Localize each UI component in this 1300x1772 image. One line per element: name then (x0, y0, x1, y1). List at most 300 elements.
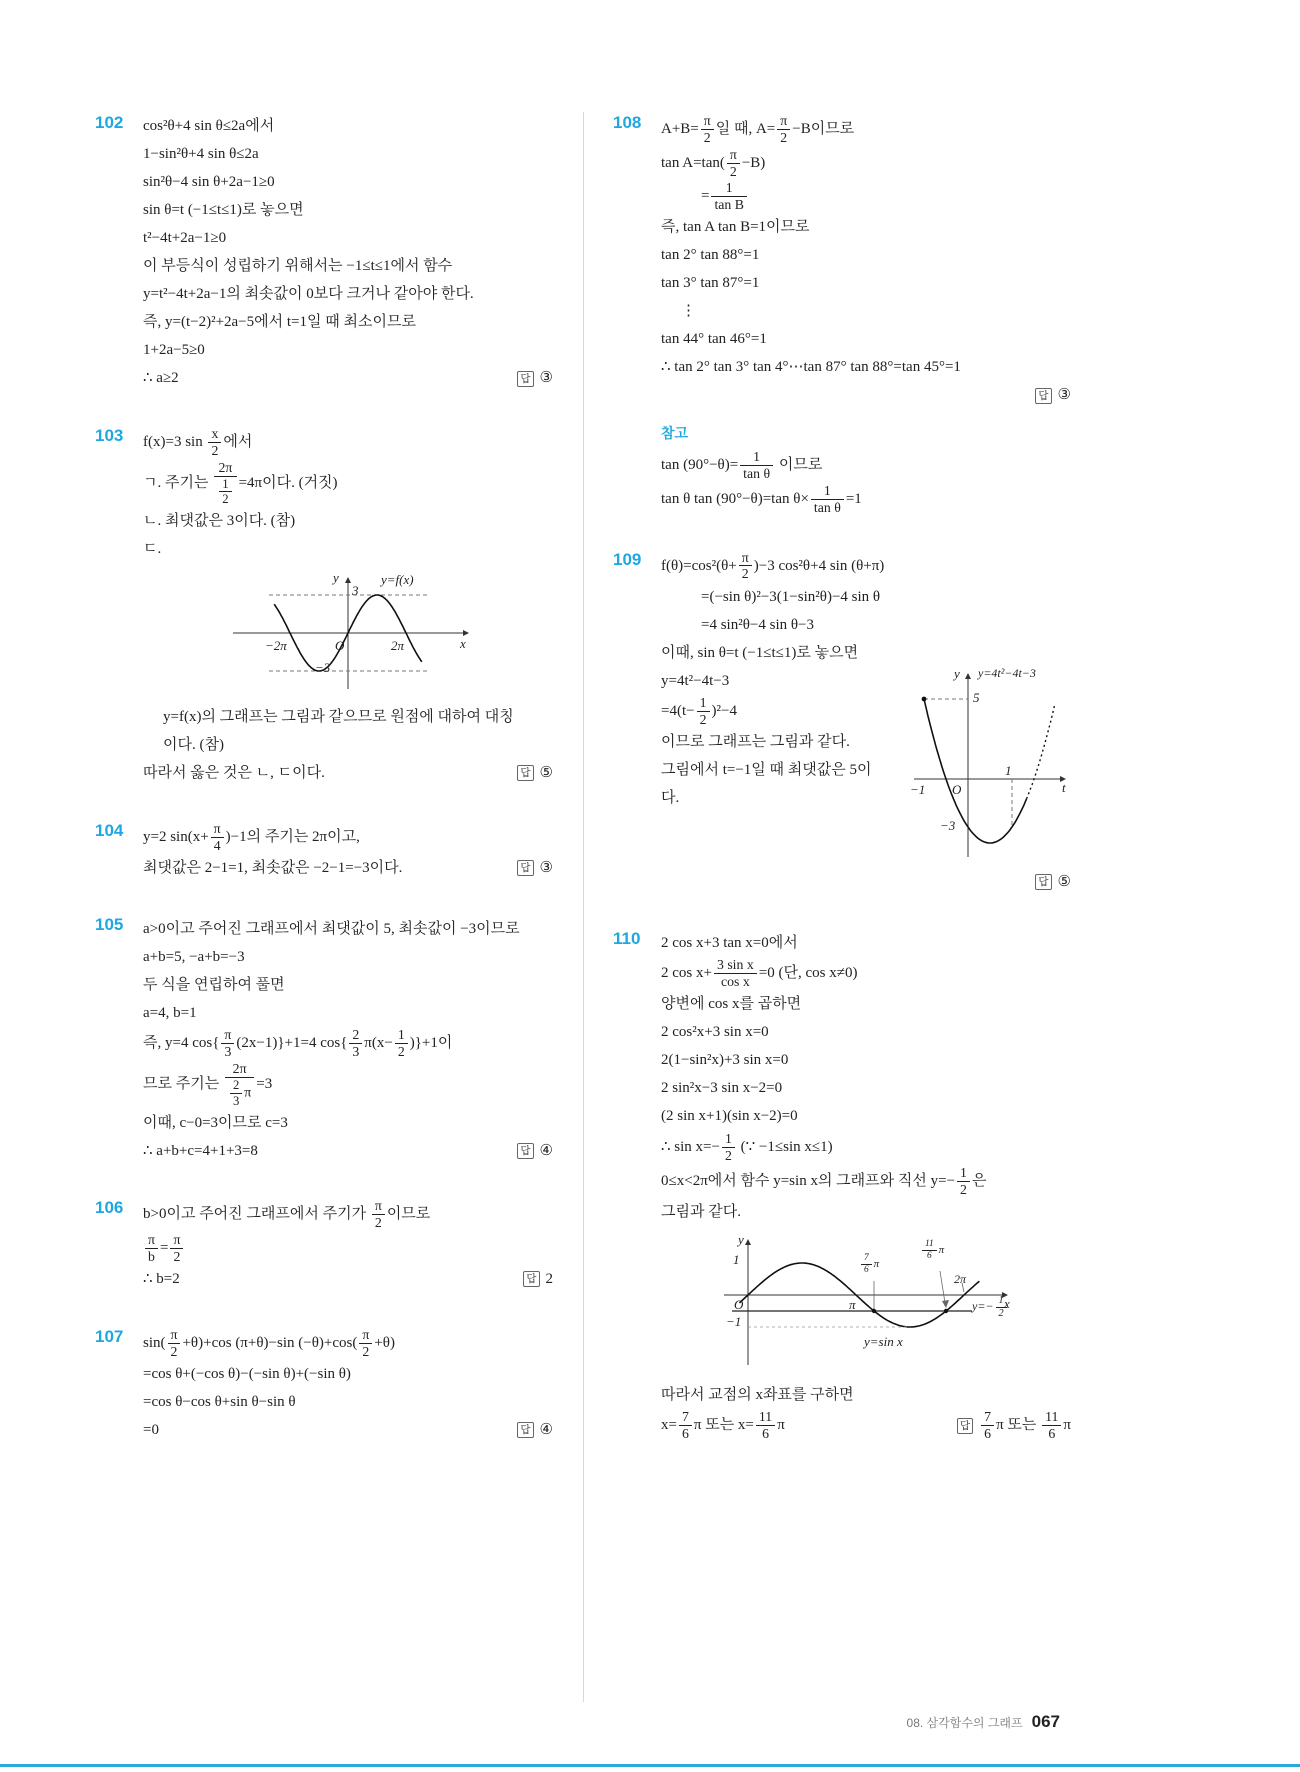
solution-text: y=f(x)의 그래프는 그림과 같으므로 원점에 대하여 대칭 (163, 709, 514, 726)
solution-line (661, 1381, 1071, 1408)
solution-text: 2 cos x+3 tan x=0에서 (661, 934, 798, 951)
answer (503, 1140, 553, 1163)
answer-value: ④ (539, 1142, 553, 1159)
page-footer (907, 1712, 1060, 1732)
graph-label: 2π (391, 637, 405, 653)
graph-label: O (335, 637, 345, 653)
solution-line (661, 550, 1071, 583)
solution-line (143, 281, 553, 308)
solution-line (143, 253, 553, 280)
answer-value: ③ (1057, 387, 1071, 404)
solution-line (143, 821, 553, 854)
solution-line (143, 1061, 553, 1108)
fraction (739, 550, 752, 583)
solution-line (143, 732, 553, 759)
solution-line (143, 1327, 553, 1360)
graph-label: O (734, 1297, 744, 1313)
solution-text: 2 sin²x−3 sin x−2=0 (661, 1080, 783, 1097)
fraction-denominator: 6 (926, 1251, 932, 1262)
solution-line (143, 971, 553, 998)
fraction (981, 1409, 994, 1442)
solution-text: 2 cos²x+3 sin x=0 (661, 1024, 769, 1041)
fraction-denominator: 6 (984, 1426, 992, 1442)
fraction-numerator: 1 (219, 477, 231, 493)
solution-text: sin( $\frac{\pi}{2}$ +θ)+cos (π+θ)−sin (−θ)+cos( $\frac{\pi}{2}$ +θ) (143, 1326, 395, 1359)
fraction-numerator: 2π (214, 460, 236, 477)
solution-line (143, 309, 553, 336)
graph-label: y=f(x) (381, 571, 414, 587)
fraction-numerator: 2 (349, 1027, 362, 1044)
solution-text: 즉, y=(t−2)²+2a−5에서 t=1일 때 최소이므로 (143, 314, 416, 331)
fraction (221, 1027, 234, 1060)
fraction-numerator: 11 (922, 1239, 937, 1251)
fraction-denominator: 4 (213, 837, 221, 853)
fraction (740, 449, 773, 482)
fraction-numerator: 1 (722, 1131, 735, 1148)
solution-text: (2 sin x+1)(sin x−2)=0 (661, 1108, 798, 1125)
solution-line (661, 695, 896, 728)
fraction-denominator: 2 (211, 442, 219, 458)
fraction-numerator: π (221, 1027, 234, 1044)
solution-text: 즉, y=4 cos{ $\frac{\pi}{3}$ (2x−1)}+1=4 cos{ $\frac{2}{3}$ π(x− $\frac{1}{2}$ )}+1이 (143, 1027, 453, 1060)
solution-text: =4 sin²θ−4 sin θ−3 (701, 616, 815, 633)
fraction-numerator: 7 (679, 1409, 692, 1426)
solution-line (661, 1409, 1071, 1442)
answer-badge: 답 (517, 1422, 533, 1438)
solution-text: ㄱ. 주기는 $\frac{2\pi}{\frac{1}{2}}$ =4π이다. (거짓) (143, 459, 338, 507)
problem-number: 106 (95, 1198, 124, 1218)
fraction-numerator: π (777, 113, 790, 130)
solution-line (143, 460, 553, 507)
solution-text: 따라서 교점의 x좌표를 구하면 (661, 1386, 854, 1403)
solution-line (661, 214, 1071, 241)
graph-label: 3 (352, 582, 359, 598)
problem-body (661, 928, 1071, 1443)
solution-line (143, 943, 553, 970)
fraction-denominator: 2 (703, 129, 711, 145)
answer-value: 2 (545, 1270, 553, 1287)
fraction-numerator: 1 (395, 1027, 408, 1044)
fraction-denominator: 2 (222, 492, 229, 507)
fraction-denominator: b (148, 1248, 155, 1264)
solution-line (661, 991, 1071, 1018)
solution-line (661, 639, 1071, 666)
solution-text: 이때, c−0=3이므로 c=3 (143, 1114, 288, 1131)
solution-line (143, 704, 553, 731)
fraction (168, 1327, 181, 1360)
problem-108 (613, 112, 1071, 517)
fraction (208, 426, 221, 459)
solution-line (661, 929, 1071, 956)
answer (503, 857, 553, 880)
fraction (727, 147, 740, 180)
solution-text: 다. (661, 790, 680, 807)
solution-line (143, 141, 553, 168)
graph-label: y (333, 569, 339, 585)
solution-text: A+B= $\frac{\pi}{2}$ 일 때, A= $\frac{\pi}{2}$ −B이므로 (661, 113, 855, 145)
solution-text: tan 2° tan 88°=1 (661, 247, 760, 264)
fraction-numerator: π (145, 1232, 158, 1249)
solution-line (143, 536, 553, 563)
solution-text: f(θ)=cos²(θ+ $\frac{\pi}{2}$ )−3 cos²θ+4 sin (θ+π) (661, 549, 885, 582)
fraction-denominator (214, 477, 236, 507)
solution-line (661, 1075, 1071, 1102)
solution-line (143, 197, 553, 224)
fraction (349, 1027, 362, 1060)
fraction (756, 1409, 775, 1442)
fraction (697, 695, 710, 728)
solution-line (661, 270, 1071, 297)
answer (503, 1419, 553, 1442)
graph-label: −3 (315, 659, 331, 675)
solution-text: sin²θ−4 sin θ+2a−1≥0 (143, 174, 275, 191)
graph-label: y=4t²−4t−3 (978, 666, 1036, 681)
fraction (922, 1239, 937, 1261)
fraction-denominator: tan θ (813, 499, 841, 515)
fraction (811, 483, 844, 516)
fraction (701, 113, 714, 146)
solution-line (143, 1232, 553, 1265)
solution-line (661, 326, 1071, 353)
solution-line (661, 1198, 1071, 1225)
answer-value: ④ (539, 1421, 553, 1438)
answer-value: ⑤ (1057, 873, 1071, 890)
fraction-numerator: 2 (230, 1078, 242, 1094)
answer-value: $\frac{7}{6}$ π 또는 $\frac{11}{6}$ π (979, 1409, 1071, 1442)
answer-value: ③ (539, 370, 553, 387)
solution-line (661, 1047, 1071, 1074)
fraction-denominator: 2 (173, 1248, 181, 1264)
fraction-denominator: 2 (998, 1308, 1004, 1320)
fraction-numerator: 1 (957, 1165, 970, 1182)
answer-value: ③ (539, 859, 553, 876)
solution-text: =(−sin θ)²−3(1−sin²θ)−4 sin θ (701, 588, 881, 605)
solution-text: tan 3° tan 87°=1 (661, 275, 760, 292)
problem-107 (95, 1326, 553, 1445)
left-column (95, 112, 553, 1476)
solution-text: =4(t− $\frac{1}{2}$ )²−4 (661, 695, 737, 728)
solution-line (661, 583, 1071, 610)
fraction (1042, 1409, 1061, 1442)
problem-body (143, 1326, 553, 1445)
fraction (996, 1295, 1007, 1319)
solution-text: f(x)=3 sin $\frac{x}{2}$ 에서 (143, 426, 253, 458)
note-label: 참고 (661, 425, 689, 442)
solution-text: cos²θ+4 sin θ≤2a에서 (143, 118, 275, 135)
fraction (219, 477, 231, 507)
answer (503, 762, 553, 785)
solution-line (143, 113, 553, 140)
solution-line (661, 483, 1071, 516)
graph-g110 (716, 1233, 1016, 1373)
solution-text: tan (90°−θ)= $\frac{1}{\text{tan θ}}$ 이므로 (661, 449, 823, 482)
answer-badge: 답 (517, 860, 533, 876)
solution-line (661, 611, 1071, 638)
solution-line (661, 957, 1071, 990)
answer-line (661, 382, 1071, 409)
fraction (957, 1165, 970, 1198)
graph-label: −3 (940, 818, 956, 834)
graph-label: x (1004, 1296, 1010, 1312)
solution-text: 이 부등식이 성립하기 위해서는 −1≤t≤1에서 함수 (143, 258, 453, 275)
answer (943, 1409, 1071, 1442)
graph-g109 (906, 667, 1071, 862)
answer (1021, 384, 1071, 407)
graph-label: x (460, 635, 466, 651)
solution-text: 이때, sin θ=t (−1≤t≤1)로 놓으면 (661, 644, 859, 661)
solution-line (661, 1019, 1071, 1046)
solution-text: sin θ=t (−1≤t≤1)로 놓으면 (143, 202, 304, 219)
solution-line (661, 757, 896, 784)
answer-badge: 답 (517, 765, 533, 781)
solution-text: 양변에 cos x를 곱하면 (661, 996, 802, 1013)
solution-line (143, 1198, 553, 1231)
graph-label: y (954, 666, 960, 682)
graph-label: 2π (954, 1272, 967, 1287)
fraction-denominator: 2 (362, 1343, 370, 1359)
graph-label: $\frac{11}{6}$ π (920, 1239, 944, 1261)
fraction-numerator: π (170, 1232, 183, 1249)
solution-line (661, 785, 896, 812)
problem-body (661, 549, 1071, 897)
solution-line (143, 1137, 553, 1164)
fraction-denominator: 6 (762, 1426, 769, 1442)
fraction-denominator: cos x (720, 974, 750, 990)
graph-label: y=− $\frac{1}{2}$ (972, 1295, 1009, 1319)
solution-text: ∴ a+b+c=4+1+3=8 (143, 1142, 258, 1159)
solution-line (661, 1165, 1071, 1198)
solution-line (143, 854, 553, 881)
fraction-numerator: 7 (981, 1409, 994, 1426)
fraction-numerator: 1 (697, 695, 710, 712)
graph-label: t (1062, 780, 1066, 796)
solution-text: 1−sin²θ+4 sin θ≤2a (143, 146, 259, 163)
problem-number: 109 (613, 549, 642, 569)
graph-label: $\frac{7}{6}$ π (859, 1253, 879, 1275)
answer-badge: 답 (517, 1143, 533, 1159)
solution-line (661, 242, 1071, 269)
solution-text: tan θ tan (90°−θ)=tan θ× $\frac{1}{\text{tan θ}}$ =1 (661, 482, 862, 515)
answer (1021, 871, 1071, 894)
solution-text: tan 44° tan 46°=1 (661, 331, 767, 348)
fraction-numerator: 1 (996, 1295, 1007, 1308)
solution-line (143, 999, 553, 1026)
problem-103 (95, 425, 553, 788)
fraction-denominator: 6 (1048, 1426, 1056, 1442)
right-column (613, 112, 1071, 1476)
fraction-numerator: 1 (811, 483, 844, 500)
graph-label: 1 (733, 1252, 740, 1268)
problem-body (661, 112, 1071, 517)
answer-badge: 답 (523, 1271, 539, 1287)
solution-text: 즉, tan A tan B=1이므로 (661, 219, 810, 236)
fraction-denominator: 2 (724, 1147, 732, 1163)
solution-line (143, 169, 553, 196)
solution-line (143, 365, 553, 392)
solution-text: y=2 sin(x+ $\frac{\pi}{4}$ )−1의 주기는 2π이고, (143, 820, 360, 853)
solution-line (661, 147, 1071, 180)
answer-badge: 답 (517, 371, 533, 387)
solution-line (661, 1131, 1071, 1164)
solution-line (143, 337, 553, 364)
solution-text: y=t²−4t+2a−1의 최솟값이 0보다 크거나 같아야 한다. (143, 286, 474, 303)
fraction-denominator: 3 (352, 1044, 360, 1060)
footer-page-number: 067 (1031, 1712, 1060, 1731)
problem-number: 102 (95, 113, 124, 132)
fraction (679, 1409, 692, 1442)
fraction-numerator: π (701, 113, 714, 130)
problem-body (143, 1197, 553, 1293)
solution-line (143, 1360, 553, 1387)
fraction (145, 1232, 158, 1265)
answer-line (661, 868, 1071, 895)
solution-text: ∴ b=2 (143, 1270, 180, 1287)
solution-text: 2(1−sin²x)+3 sin x=0 (661, 1052, 789, 1069)
solution-text: a+b=5, −a+b=−3 (143, 948, 245, 965)
answer-value: ⑤ (539, 765, 553, 782)
solution-line (661, 180, 1071, 213)
fraction-denominator: tan B (714, 197, 744, 213)
fraction (230, 1078, 242, 1108)
solution-line (661, 113, 1071, 146)
solution-line (661, 1103, 1071, 1130)
solution-text: 이므로 그래프는 그림과 같다. (661, 734, 850, 751)
problem-number: 105 (95, 915, 124, 935)
graph-label: O (952, 782, 962, 798)
problem-number: 104 (95, 820, 124, 840)
solution-text: ㄷ. (143, 541, 162, 558)
problem-body (143, 112, 553, 393)
fraction-denominator: 3 (232, 1093, 240, 1108)
solution-text: y=4t²−4t−3 (661, 672, 730, 689)
graph-label: −1 (726, 1314, 742, 1330)
solution-text: 0≤x<2π에서 함수 y=sin x의 그래프와 직선 y=− $\frac{1}{2}$ 은 (661, 1164, 987, 1197)
fraction-denominator: 2 (780, 129, 788, 145)
graph-label: 5 (973, 690, 980, 706)
solution-text: ㄴ. 최댓값은 3이다. (참) (143, 513, 296, 530)
fraction (722, 1131, 735, 1164)
solution-text: ∴ sin x=− $\frac{1}{2}$ (∵ −1≤sin x≤1) (661, 1131, 833, 1163)
solution-line (661, 729, 896, 756)
solution-line (661, 449, 1071, 482)
solution-text: t²−4t+2a−1≥0 (143, 230, 227, 247)
fraction (861, 1253, 872, 1275)
solution-text: ∴ tan 2° tan 3° tan 4°⋯tan 87° tan 88°=tan 45°=1 (661, 359, 961, 376)
graph-label: π (849, 1297, 856, 1313)
fraction-denominator: 6 (864, 1265, 869, 1276)
solution-text: 이다. (참) (163, 737, 224, 754)
graph-label: −2π (265, 637, 287, 653)
fraction (225, 1061, 254, 1108)
fraction-denominator: 2 (397, 1044, 405, 1060)
solution-line (143, 225, 553, 252)
fraction-numerator: π (168, 1327, 181, 1344)
fraction (359, 1327, 372, 1360)
problem-104 (95, 820, 553, 883)
solution-text: 따라서 옳은 것은 ㄴ, ㄷ이다. (143, 765, 325, 782)
fraction-numerator: π (727, 147, 740, 164)
fraction (395, 1027, 408, 1060)
fraction-denominator: 2 (699, 712, 707, 728)
fraction (214, 460, 236, 507)
solution-text: 그림에서 t=−1일 때 최댓값은 5이 (661, 762, 872, 779)
solution-text: = $\frac{1}{\text{tan B}}$ (701, 180, 749, 213)
problem-number: 110 (613, 929, 641, 949)
graph-label: y (738, 1232, 744, 1248)
solution-text: =0 (143, 1421, 159, 1438)
problem-106 (95, 1197, 553, 1293)
problem-105 (95, 914, 553, 1165)
solution-line (661, 298, 1071, 325)
solution-line (143, 426, 553, 459)
solution-text: tan A=tan( $\frac{\pi}{2}$ −B) (661, 146, 766, 179)
graph-label: 1 (1005, 763, 1012, 779)
fraction-denominator: tan θ (743, 466, 771, 482)
fraction-numerator: 2π (225, 1061, 254, 1078)
graph-label: y=sin x (864, 1334, 903, 1350)
fraction-numerator: 7 (861, 1253, 872, 1265)
fraction (714, 957, 757, 990)
problem-110 (613, 928, 1071, 1443)
fraction (170, 1232, 183, 1265)
answer (503, 367, 553, 390)
solution-line (143, 508, 553, 535)
solution-line (661, 354, 1071, 381)
solution-line (143, 1027, 553, 1060)
solution-text: ⋮ (681, 303, 696, 320)
answer-badge: 답 (957, 1418, 973, 1434)
solution-text: a>0이고 주어진 그래프에서 최댓값이 5, 최솟값이 −3이므로 (143, 920, 520, 937)
fraction-numerator: 11 (756, 1409, 775, 1426)
fraction-numerator: π (211, 821, 224, 838)
fraction-numerator: π (739, 550, 752, 567)
solution-text: a=4, b=1 (143, 1004, 197, 1021)
solution-line (143, 1266, 553, 1293)
problem-body (143, 820, 553, 883)
problem-number: 107 (95, 1326, 124, 1346)
solution-text: 그림과 같다. (661, 1203, 741, 1220)
answer (509, 1268, 553, 1291)
problem-body (143, 914, 553, 1165)
solution-text: $\frac{\pi}{b}$ = $\frac{\pi}{2}$ (143, 1232, 185, 1265)
fraction (211, 821, 224, 854)
solution-line (143, 915, 553, 942)
solution-line (661, 667, 896, 694)
fraction-numerator: π (359, 1327, 372, 1344)
solution-text: =cos θ+(−cos θ)−(−sin θ)+(−sin θ) (143, 1365, 351, 1382)
solution-text: 2 cos x+ $\frac{\text{3 sin x}}{\text{cos x}}$ =0 (단, cos x≠0) (661, 957, 858, 990)
page-bottom-rule (0, 1764, 1300, 1767)
solution-text: ∴ a≥2 (143, 370, 179, 387)
solution-line (143, 760, 553, 787)
solution-text: 두 식을 연립하여 풀면 (143, 976, 285, 993)
solution-text: 최댓값은 2−1=1, 최솟값은 −2−1=−3이다. (143, 859, 403, 876)
fraction-denominator: 2 (374, 1215, 382, 1231)
problem-body (143, 425, 553, 788)
fraction-denominator: 2 (741, 566, 749, 582)
fraction-numerator: x (208, 426, 221, 443)
fraction-denominator: 3 (224, 1044, 232, 1060)
solution-text: x= $\frac{7}{6}$ π 또는 x= $\frac{11}{6}$ π (661, 1409, 785, 1442)
fraction (711, 180, 747, 213)
fraction-numerator: 1 (740, 449, 773, 466)
problem-number: 103 (95, 426, 124, 445)
solution-line (143, 1416, 553, 1443)
solution-text: b>0이고 주어진 그래프에서 주기가 $\frac{\pi}{2}$ 이므로 (143, 1198, 431, 1231)
column-divider (583, 112, 584, 1702)
footer-section-title: 08. 삼각함수의 그래프 (906, 1716, 1023, 1730)
fraction-denominator: 2 (960, 1181, 967, 1197)
